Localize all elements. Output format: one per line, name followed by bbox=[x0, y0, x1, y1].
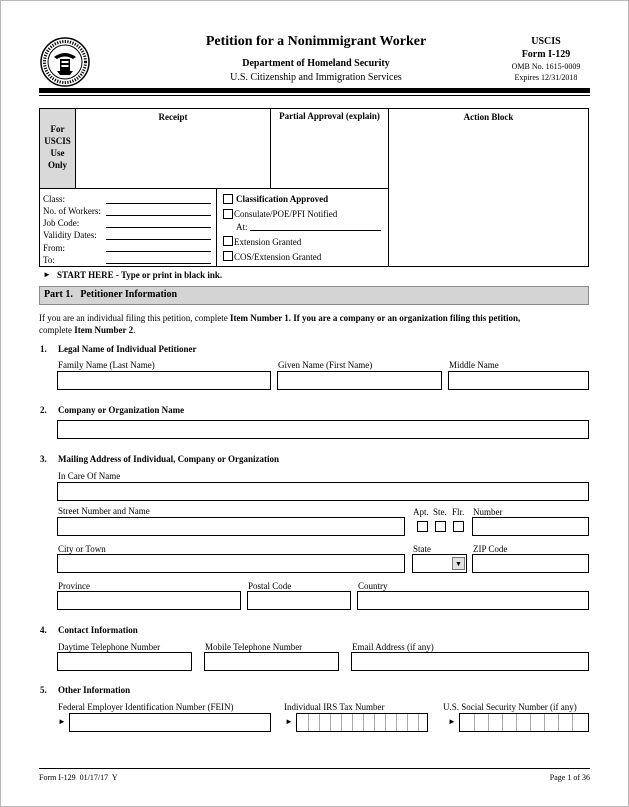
state-select[interactable] bbox=[412, 554, 467, 573]
consulate-checkbox[interactable] bbox=[223, 209, 233, 219]
arrow-icon: ► bbox=[285, 717, 293, 726]
item4-title: Contact Information bbox=[58, 625, 138, 635]
footer-page-number: Page 1 of 36 bbox=[549, 773, 590, 782]
middle-name-label: Middle Name bbox=[449, 360, 499, 370]
dhs-seal-icon bbox=[40, 37, 90, 87]
item1-number: 1. bbox=[40, 344, 47, 354]
flr-checkbox[interactable] bbox=[453, 521, 464, 532]
form-title: Petition for a Nonimmigrant Worker bbox=[205, 34, 427, 49]
item3-title: Mailing Address of Individual, Company or Organization bbox=[58, 454, 279, 464]
unit-number-label: Number bbox=[473, 507, 503, 517]
family-name-label: Family Name (Last Name) bbox=[58, 360, 155, 370]
agency-code: USCIS bbox=[531, 36, 561, 47]
footer-form-edition: Form I-129 01/17/17 Y bbox=[39, 773, 118, 782]
city-input[interactable] bbox=[57, 554, 405, 573]
ste-label: Ste. bbox=[433, 507, 447, 517]
arrow-icon: ► bbox=[58, 717, 66, 726]
workers-label: No. of Workers: bbox=[43, 206, 101, 216]
care-of-input[interactable] bbox=[57, 482, 589, 501]
postal-code-input[interactable] bbox=[247, 591, 351, 610]
street-input[interactable] bbox=[57, 517, 405, 536]
daytime-phone-label: Daytime Telephone Number bbox=[58, 642, 161, 652]
item2-title: Company or Organization Name bbox=[58, 405, 185, 415]
dropdown-button[interactable] bbox=[452, 557, 465, 570]
state-label: State bbox=[413, 544, 431, 554]
email-input[interactable] bbox=[351, 652, 589, 671]
ssn-label: U.S. Social Security Number (if any) bbox=[443, 702, 577, 712]
item2-number: 2. bbox=[40, 405, 47, 415]
form-number: Form I-129 bbox=[521, 49, 571, 60]
job-code-line bbox=[106, 227, 211, 228]
part1-intro: If you are an individual filing this petition, complete Item Number 1. If you are a company or an organization filing this petition, complete Item Number 2. bbox=[39, 313, 521, 335]
omb-number: OMB No. 1615-0009 bbox=[511, 62, 581, 71]
apt-checkbox[interactable] bbox=[417, 521, 428, 532]
at-label: At: bbox=[236, 222, 248, 232]
from-label: From: bbox=[43, 243, 66, 253]
extension-granted-label: Extension Granted bbox=[234, 237, 302, 247]
province-input[interactable] bbox=[57, 591, 241, 610]
given-name-label: Given Name (First Name) bbox=[278, 360, 373, 370]
consulate-label: Consulate/POE/PFI Notified bbox=[234, 209, 338, 219]
care-of-label: In Care Of Name bbox=[58, 471, 121, 481]
item4-number: 4. bbox=[40, 625, 47, 635]
cos-extension-checkbox[interactable] bbox=[223, 251, 233, 261]
to-label: To: bbox=[43, 255, 55, 265]
block-divider bbox=[40, 188, 389, 189]
fein-input[interactable] bbox=[69, 713, 271, 732]
class-label: Class: bbox=[43, 194, 66, 204]
mobile-phone-input[interactable] bbox=[204, 652, 339, 671]
apt-label: Apt. bbox=[413, 507, 429, 517]
country-input[interactable] bbox=[357, 591, 589, 610]
classification-approved-label: Classification Approved bbox=[236, 194, 329, 204]
ssn-input[interactable] bbox=[459, 713, 589, 732]
header-rule-thin bbox=[39, 95, 590, 96]
ste-checkbox[interactable] bbox=[435, 521, 446, 532]
flr-label: Flr. bbox=[452, 507, 465, 517]
daytime-phone-input[interactable] bbox=[57, 652, 192, 671]
item1-title: Legal Name of Individual Petitioner bbox=[58, 344, 197, 354]
irs-tax-label: Individual IRS Tax Number bbox=[284, 702, 385, 712]
part1-title: Part 1. Petitioner Information bbox=[44, 289, 178, 300]
family-name-input[interactable] bbox=[57, 371, 271, 390]
given-name-input[interactable] bbox=[277, 371, 442, 390]
class-line bbox=[106, 203, 211, 204]
classification-approved-checkbox[interactable] bbox=[223, 194, 233, 204]
at-line bbox=[250, 230, 381, 231]
validity-label: Validity Dates: bbox=[43, 230, 97, 240]
expiration-date: Expires 12/31/2018 bbox=[514, 73, 578, 82]
arrow-icon: ► bbox=[448, 717, 456, 726]
zip-label: ZIP Code bbox=[473, 544, 508, 554]
middle-name-input[interactable] bbox=[448, 371, 589, 390]
to-line bbox=[106, 263, 211, 264]
item5-number: 5. bbox=[40, 685, 47, 695]
email-label: Email Address (if any) bbox=[352, 642, 434, 652]
cos-extension-label: COS/Extension Granted bbox=[234, 252, 322, 262]
item3-number: 3. bbox=[40, 454, 47, 464]
workers-line bbox=[106, 215, 211, 216]
block-divider bbox=[216, 189, 217, 266]
street-label: Street Number and Name bbox=[58, 506, 150, 516]
job-code-label: Job Code: bbox=[43, 218, 80, 228]
postal-code-label: Postal Code bbox=[248, 581, 292, 591]
item5-title: Other Information bbox=[58, 685, 131, 695]
footer-rule bbox=[39, 768, 590, 769]
start-here-instruction: START HERE - Type or print in black ink. bbox=[57, 270, 223, 280]
receipt-label: Receipt bbox=[158, 112, 188, 122]
uscis-side-label: For USCIS Use Only bbox=[44, 124, 71, 170]
mobile-phone-label: Mobile Telephone Number bbox=[205, 642, 303, 652]
province-label: Province bbox=[58, 581, 90, 591]
header-rule bbox=[39, 88, 590, 93]
from-line bbox=[106, 251, 211, 252]
validity-line bbox=[106, 239, 211, 240]
department-name: Department of Homeland Security bbox=[242, 58, 390, 69]
action-block-label: Action Block bbox=[463, 112, 514, 122]
irs-tax-input[interactable] bbox=[296, 713, 428, 732]
company-name-input[interactable] bbox=[57, 420, 589, 439]
arrow-icon: ► bbox=[43, 270, 51, 279]
partial-approval-label: Partial Approval (explain) bbox=[279, 111, 380, 121]
country-label: Country bbox=[358, 581, 388, 591]
extension-granted-checkbox[interactable] bbox=[223, 236, 233, 246]
city-label: City or Town bbox=[58, 544, 106, 554]
agency-name: U.S. Citizenship and Immigration Services bbox=[230, 72, 402, 83]
fein-label: Federal Employer Identification Number (FEIN) bbox=[58, 702, 234, 712]
zip-input[interactable] bbox=[472, 554, 589, 573]
unit-number-input[interactable] bbox=[472, 517, 589, 536]
chevron-down-icon: ▼ bbox=[455, 560, 462, 568]
